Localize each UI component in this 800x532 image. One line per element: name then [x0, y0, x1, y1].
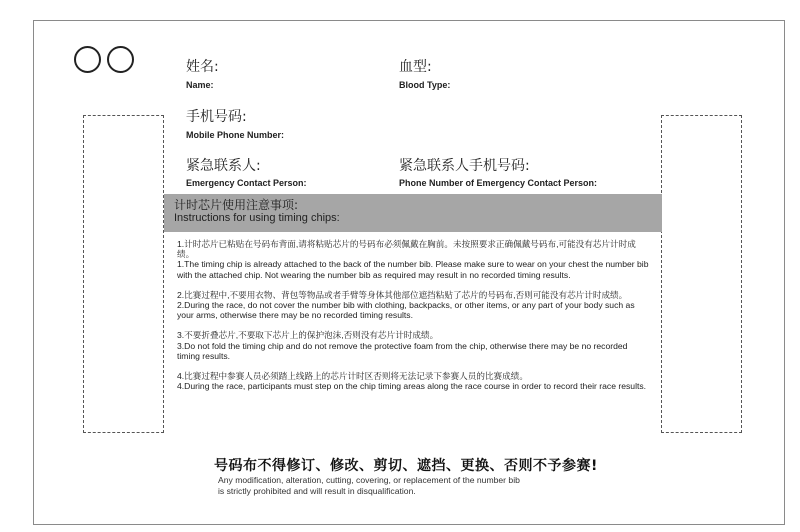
emergency-contact-label-cn: 紧急联系人:	[186, 158, 261, 174]
instruction-text-en: 2.During the race, do not cover the number bib with clothing, backpacks, or other items, or any part of your body such as your arms, otherwise there may be no recorded timing results.	[177, 300, 635, 321]
warning-heading-cn: 号码布不得修订、修改、剪切、遮挡、更换、否则不予参赛!	[214, 458, 598, 474]
punch-hole-right	[107, 46, 134, 73]
instruction-text-en: 3.Do not fold the timing chip and do not remove the protective foam from the chip, otherwise there may be no recorded timing results.	[177, 340, 628, 361]
instruction-item	[177, 330, 649, 361]
warning-line-2: is strictly prohibited and will result in disqualification.	[218, 485, 416, 496]
chip-area-left	[83, 115, 164, 433]
instruction-item	[177, 239, 649, 280]
instruction-text-cn: 3.不要折叠芯片,不要取下芯片上的保护泡沫,否则没有芯片计时成绩。	[177, 330, 439, 341]
phone-label-cn: 手机号码:	[186, 109, 247, 125]
instruction-text-cn: 4.比赛过程中参赛人员必须踏上线路上的芯片计时区否则将无法记录下参赛人员的比赛成绩。	[177, 371, 528, 382]
instructions-body	[177, 239, 649, 401]
warning-text-en	[218, 475, 618, 496]
instruction-text-cn: 2.比赛过程中,不要用衣物、背包等物品或者手臂等身体其他部位遮挡粘贴了芯片的号码布,否则可能没有芯片计时成绩。	[177, 289, 628, 300]
instructions-heading-en: Instructions for using timing chips:	[174, 212, 340, 224]
instructions-heading-cn: 计时芯片使用注意事项:	[174, 198, 299, 212]
instruction-text-cn: 1.计时芯片已粘贴在号码布背面,请将粘贴芯片的号码布必须佩戴在胸前。未按照要求正确佩戴号码布,可能没有芯片计时成绩。	[177, 239, 636, 260]
phone-label-en: Mobile Phone Number:	[186, 130, 285, 140]
instruction-text-en: 1.The timing chip is already attached to the back of the number bib. Please make sure to wear on your chest the number bib with the attached chip. Not wearing the number bib as required may result in no recorded timing results.	[177, 259, 649, 280]
instruction-item	[177, 371, 649, 391]
emergency-phone-label-en: Phone Number of Emergency Contact Person:	[399, 178, 598, 188]
name-label-cn: 姓名:	[186, 59, 219, 75]
instructions-header	[164, 194, 662, 232]
instruction-text-en: 4.During the race, participants must step on the chip timing areas along the race course in order to record their race results.	[177, 381, 647, 392]
emergency-contact-label-en: Emergency Contact Person:	[186, 178, 307, 188]
blood-type-label-cn: 血型:	[399, 59, 432, 75]
emergency-phone-label-cn: 紧急联系人手机号码:	[399, 158, 530, 174]
punch-hole-left	[74, 46, 101, 73]
blood-type-label-en: Blood Type:	[399, 80, 451, 90]
instruction-item	[177, 290, 649, 321]
warning-line-1: Any modification, alteration, cutting, covering, or replacement of the number bib	[218, 475, 520, 485]
punch-holes	[74, 46, 134, 73]
chip-area-right	[661, 115, 742, 433]
name-label-en: Name:	[186, 80, 214, 90]
